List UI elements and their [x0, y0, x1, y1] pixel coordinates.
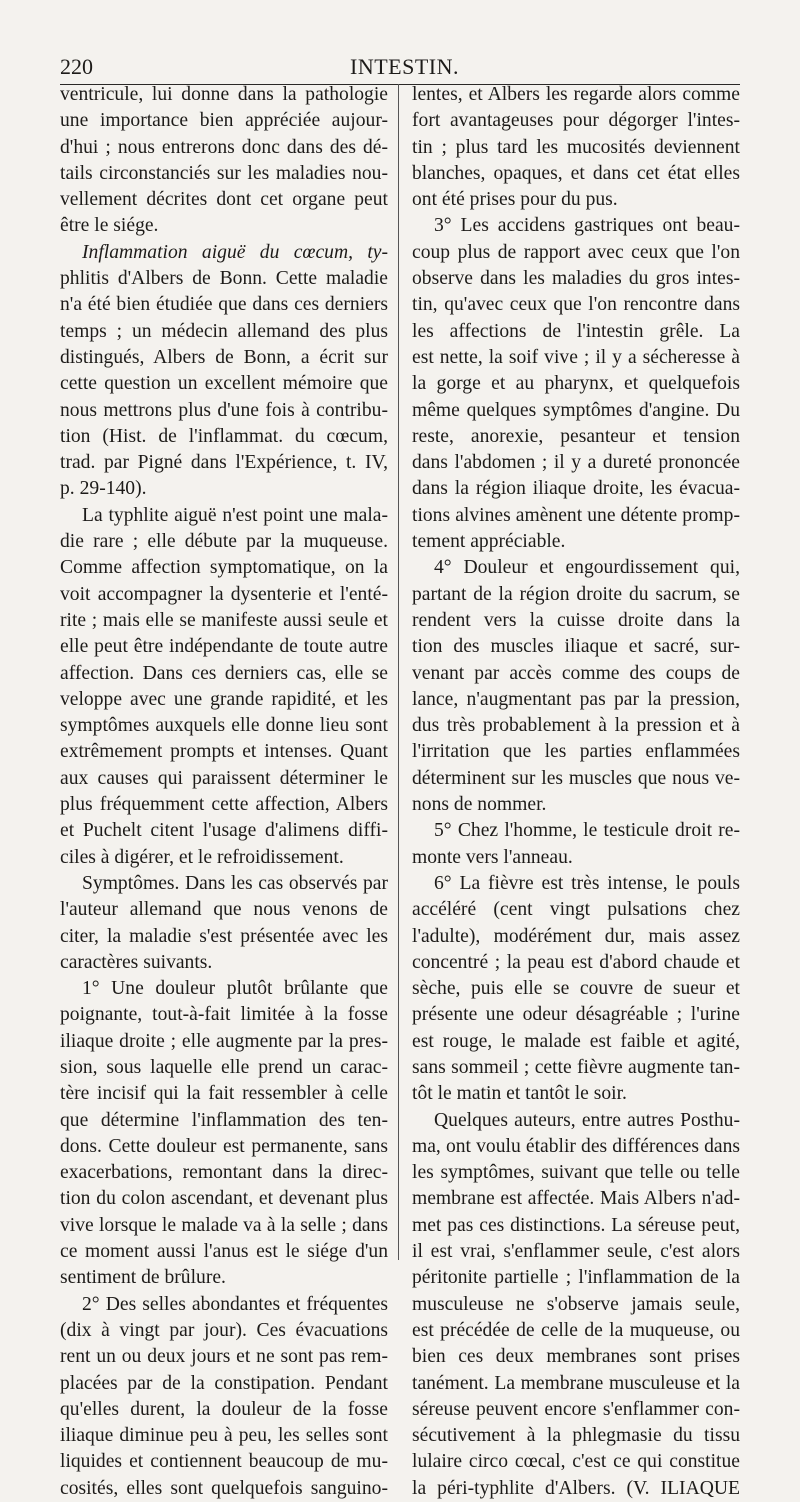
page-number: 220 [60, 54, 93, 79]
text-line: tement appréciable. [412, 531, 566, 553]
text-line: liquides et contiennent beaucoup de mu- [60, 1451, 388, 1473]
text-line: 3° Les accidens gastriques ont beau- [434, 215, 740, 237]
text-line: trad. par Pigné dans l'Expérience, t. IV, [60, 452, 388, 474]
text-line: La typhlite aiguë n'est point une mala- [82, 504, 388, 526]
text-line: vive lorsque le malade va à la selle ; dans [60, 1214, 388, 1236]
text-line: fort avantageuses pour dégorger l'intes- [412, 110, 740, 132]
text-line: Inflammation aiguë du cœcum, ty- [82, 241, 388, 263]
text-line: temps ; un médecin allemand des plus [60, 320, 388, 342]
text-line: affection. Dans ces derniers cas, elle se [60, 662, 388, 684]
text-line: l'irritation que les parties enflammées [412, 741, 740, 763]
running-title: INTESTIN. [350, 54, 459, 79]
text-line: lulaire circo cœcal, c'est ce qui constitue [412, 1451, 740, 1473]
text-line: met pas ces distinctions. La séreuse peut, [412, 1214, 740, 1236]
text-line: rent un ou deux jours et ne sont pas rem- [60, 1346, 388, 1368]
text-line: sion, sous laquelle elle prend un carac- [60, 1056, 388, 1078]
text-line: voit accompagner la dysenterie et l'enté- [60, 583, 388, 605]
text-line: présente une odeur désagréable ; l'urine [412, 1004, 740, 1026]
text-line: lance, n'augmentant pas par la pression, [412, 688, 740, 710]
text-line: n'a été bien étudiée que dans ces derniers [60, 294, 388, 316]
text-line: les affections de l'intestin grêle. La [412, 320, 740, 342]
text-line: caractères suivants. [60, 951, 213, 973]
text-line: est nette, la soif vive ; il y a sécheresse à [412, 346, 740, 368]
text-line: symptômes auxquels elle donne lieu sont [60, 715, 388, 737]
text-line: lentes, et Albers les regarde alors comme [412, 84, 740, 105]
text-line: péritonite partielle ; l'inflammation de la [412, 1267, 740, 1289]
text-line: distingués, Albers de Bonn, a écrit sur [60, 346, 388, 368]
text-line: sèche, puis elle se couvre de sueur et [412, 978, 740, 1000]
text-line: coup plus de rapport avec ceux que l'on [412, 241, 740, 263]
text-line: tions alvines amènent une détente promp- [412, 504, 740, 526]
text-line: séreuse peuvent encore s'enflammer con- [412, 1398, 740, 1420]
text-line: exacerbations, remontant dans la direc- [60, 1162, 388, 1184]
text-line: est précédée de celle de la muqueuse, ou [412, 1319, 740, 1341]
text-line: veloppe avec une grande rapidité, et les [60, 688, 388, 710]
text-line: et Puchelt citent l'usage d'alimens diffi- [60, 820, 388, 842]
text-line: 2° Des selles abondantes et fréquentes [82, 1293, 388, 1315]
text-line: il est vrai, s'enflammer seule, c'est alors [412, 1241, 740, 1263]
text-line: aux causes qui paraissent déterminer le [60, 767, 388, 789]
text-line: iliaque diminue peu à peu, les selles sont [60, 1425, 388, 1447]
text-line: une importance bien appréciée aujour- [60, 110, 388, 132]
text-line: observe dans les maladies du gros intes- [412, 268, 740, 290]
text-line: Quelques auteurs, entre autres Posthu- [434, 1109, 740, 1131]
text-line: ventricule, lui donne dans la pathologie [60, 84, 388, 105]
text-line: reste, anorexie, pesanteur et tension [412, 425, 740, 447]
text-line: (dix à vingt par jour). Ces évacuations [60, 1319, 388, 1341]
text-line: que détermine l'inflammation des ten- [60, 1109, 388, 1131]
text-line: cosités, elles sont quelquefois sanguino- [60, 1477, 388, 1499]
text-line: l'auteur allemand que nous venons de [60, 899, 388, 921]
text-line: tôt le matin et tantôt le soir. [412, 1083, 627, 1105]
text-line: nons de nommer. [412, 794, 547, 816]
text-line: die rare ; elle débute par la muqueuse. [60, 531, 388, 553]
text-line: 5° Chez l'homme, le testicule droit re- [434, 820, 740, 842]
text-line: rite ; mais elle se manifeste aussi seule et [60, 609, 388, 631]
text-line: tion des muscles iliaque et sacré, sur- [412, 636, 740, 658]
text-line: la péri-typhlite d'Albers. (V. ILIAQUE [412, 1477, 740, 1499]
text-line: ma, ont voulu établir des différences dans [412, 1135, 740, 1157]
right-column [412, 82, 740, 1502]
text-line: concentré ; la peau est d'abord chaude et [412, 951, 740, 973]
text-line: p. 29-140). [60, 478, 147, 500]
text-line: ont été prises pour du pus. [412, 189, 618, 211]
text-line: placées par de la constipation. Pendant [60, 1372, 388, 1394]
text-line: 4° Douleur et engourdissement qui, [434, 557, 740, 579]
text-line: sécutivement à la phlegmasie du tissu [412, 1425, 740, 1447]
running-header [60, 50, 740, 85]
text-line: citer, la maladie s'est présentée avec les [60, 925, 388, 947]
text-line: même quelques symptômes d'angine. Du [412, 399, 740, 421]
text-line: sentiment de brûlure. [60, 1267, 226, 1289]
text-line: qu'elles durent, la douleur de la fosse [60, 1398, 388, 1420]
text-line: être le siége. [60, 215, 159, 237]
text-line: tin, qu'avec ceux que l'on rencontre dans [412, 294, 740, 316]
text-line: tère incisif qui la fait ressembler à celle [60, 1083, 388, 1105]
text-line: tion du colon ascendant, et devenant plus [60, 1188, 388, 1210]
text-line: dus très probablement à la pression et à [412, 715, 740, 737]
text-line: d'hui ; nous entrerons donc dans des dé- [60, 136, 388, 158]
text-line: bien ces deux membranes sont prises [412, 1346, 740, 1368]
text-line: la gorge et au pharynx, et quelquefois [412, 373, 740, 395]
text-line: déterminent sur les muscles que nous ve- [412, 767, 740, 789]
text-line: 6° La fièvre est très intense, le pouls [434, 872, 740, 894]
text-line: ciles à digérer, et le refroidissement. [60, 846, 344, 868]
text-line: vellement décrites dont cet organe peut [60, 189, 388, 211]
text-line: accéléré (cent vingt pulsations chez [412, 899, 740, 921]
text-line: tion (Hist. de l'inflammat. du cœcum, [60, 425, 388, 447]
text-line: Symptômes. Dans les cas observés par [82, 872, 388, 894]
text-line: extrêmement prompts et intenses. Quant [60, 741, 388, 763]
text-line: membrane est affectée. Mais Albers n'ad- [412, 1188, 740, 1210]
text-line: monte vers l'anneau. [412, 846, 573, 868]
text-line: 1° Une douleur plutôt brûlante que [82, 978, 388, 1000]
text-line: phlitis d'Albers de Bonn. Cette maladie [60, 268, 388, 290]
text-line: musculeuse ne s'observe jamais seule, [412, 1293, 740, 1315]
text-line: tails circonstanciés sur les maladies nou- [60, 162, 388, 184]
text-line: sans sommeil ; cette fièvre augmente tan- [412, 1056, 740, 1078]
text-line: est rouge, le malade est faible et agité, [412, 1030, 740, 1052]
text-line: tin ; plus tard les mucosités deviennent [412, 136, 740, 158]
text-line: cette question un excellent mémoire que [60, 373, 388, 395]
text-line: nous mettrons plus d'une fois à contribu- [60, 399, 388, 421]
column-divider [398, 84, 399, 1260]
text-line: blanches, opaques, et dans cet état elles [412, 162, 740, 184]
text-line: dons. Cette douleur est permanente, sans [60, 1135, 388, 1157]
text-line: l'adulte), modérément dur, mais assez [412, 925, 740, 947]
text-line: venant par accès comme des coups de [412, 662, 740, 684]
text-line: les symptômes, suivant que telle ou telle [412, 1162, 740, 1184]
text-line: rendent vers la cuisse droite dans la [412, 609, 740, 631]
text-line: tanément. La membrane musculeuse et la [412, 1372, 740, 1394]
text-line: elle peut être indépendante de toute autre [60, 636, 388, 658]
text-line: plus fréquemment cette affection, Albers [60, 794, 388, 816]
text-line: poignante, tout-à-fait limitée à la fosse [60, 1004, 388, 1026]
text-line: ce moment aussi l'anus est le siége d'un [60, 1241, 388, 1263]
text-line: partant de la région droite du sacrum, se [412, 583, 740, 605]
left-column [60, 82, 388, 1502]
text-line: iliaque droite ; elle augmente par la pres- [60, 1030, 388, 1052]
text-line: Comme affection symptomatique, on la [60, 557, 388, 579]
text-line: dans l'abdomen ; il y a dureté prononcée [412, 452, 740, 474]
text-line: dans la région iliaque droite, les évacua- [412, 478, 740, 500]
